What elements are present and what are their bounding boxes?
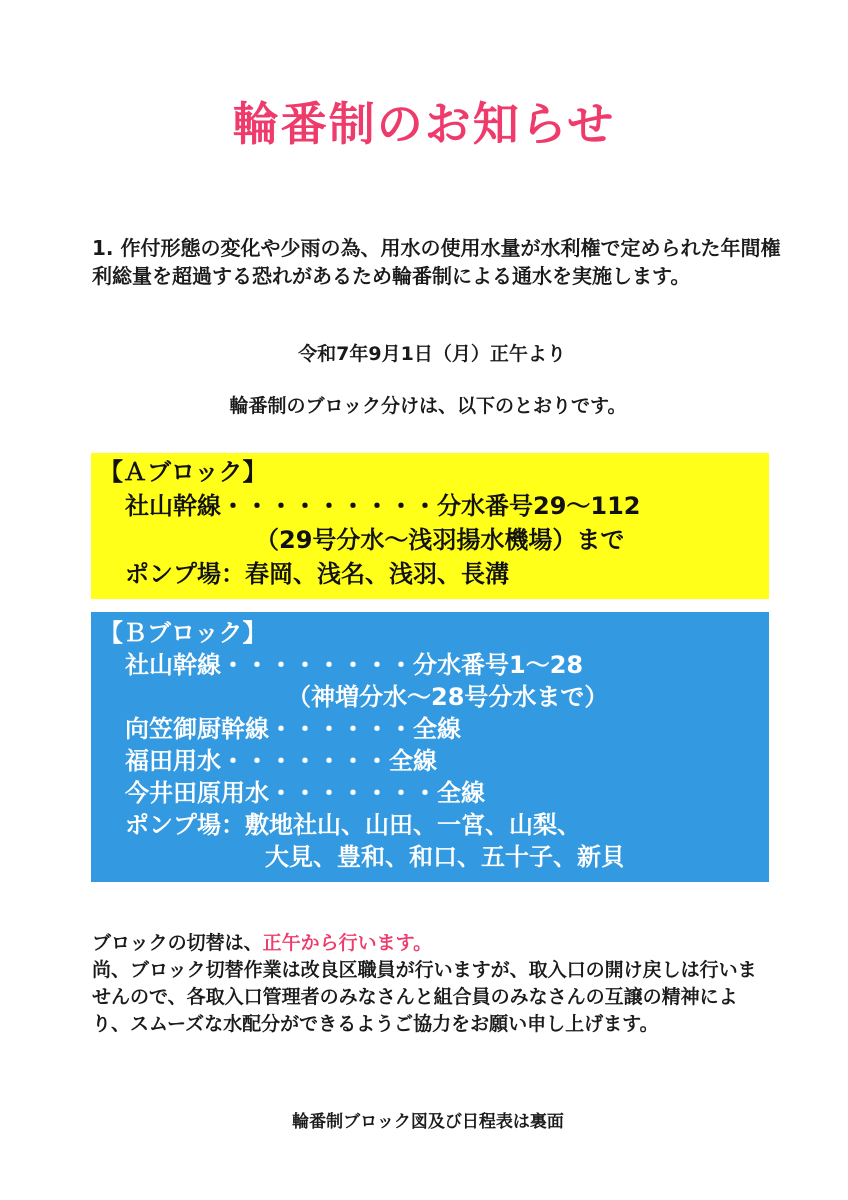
footer-paragraph (92, 930, 772, 1038)
block-b-panel (91, 612, 769, 882)
page-title: 輪番制のお知らせ (232, 97, 616, 151)
block-a-panel (91, 453, 769, 599)
block-b-line: 福田用水・・・・・・・全線 (125, 747, 437, 775)
block-a-line: （29号分水～浅羽揚水機場）まで (255, 526, 625, 554)
block-b-heading: 【Ｂブロック】 (99, 619, 267, 647)
block-intro: 輪番制のブロック分けは、以下のとおりです。 (229, 395, 627, 417)
block-b-line: 社山幹線・・・・・・・・分水番号1～28 (125, 651, 584, 679)
switch-prefix: ブロックの切替は、 (92, 932, 263, 954)
block-a-line: 社山幹線・・・・・・・・・分水番号29～112 (125, 492, 641, 520)
block-b-line: 大見、豊和、和口、五十子、新貝 (265, 843, 625, 871)
intro-paragraph: 1. 作付形態の変化や少雨の為、用水の使用水量が水利権で定められた年間権利総量を超過する恐れがあるため輪番制による通水を実施します。 (92, 236, 781, 288)
block-a-heading: 【Ａブロック】 (99, 458, 267, 486)
block-b-line: 今井田原用水・・・・・・・全線 (125, 779, 485, 807)
block-b-line: （神増分水～28号分水まで） (287, 683, 609, 711)
footer-body: 尚、ブロック切替作業は改良区職員が行いますが、取入口の開け戻しは行いませんので、各取入口管理者のみなさんと組合員のみなさんの互譲の精神により、スムーズな水配分ができるようご協力をお願い申し上げます。 (92, 959, 757, 1035)
block-a-line: ポンプ場：春岡、浅名、浅羽、長溝 (125, 560, 509, 588)
block-b-line: ポンプ場：敷地社山、山田、一宮、山梨、 (125, 811, 581, 839)
block-b-line: 向笠御厨幹線・・・・・・全線 (125, 715, 461, 743)
switch-notice (92, 930, 772, 957)
start-date: 令和7年9月1日（月）正午より (298, 343, 566, 365)
switch-highlight: 正午から行います。 (262, 932, 433, 954)
back-side-note: 輪番制ブロック図及び日程表は裏面 (292, 1112, 564, 1132)
